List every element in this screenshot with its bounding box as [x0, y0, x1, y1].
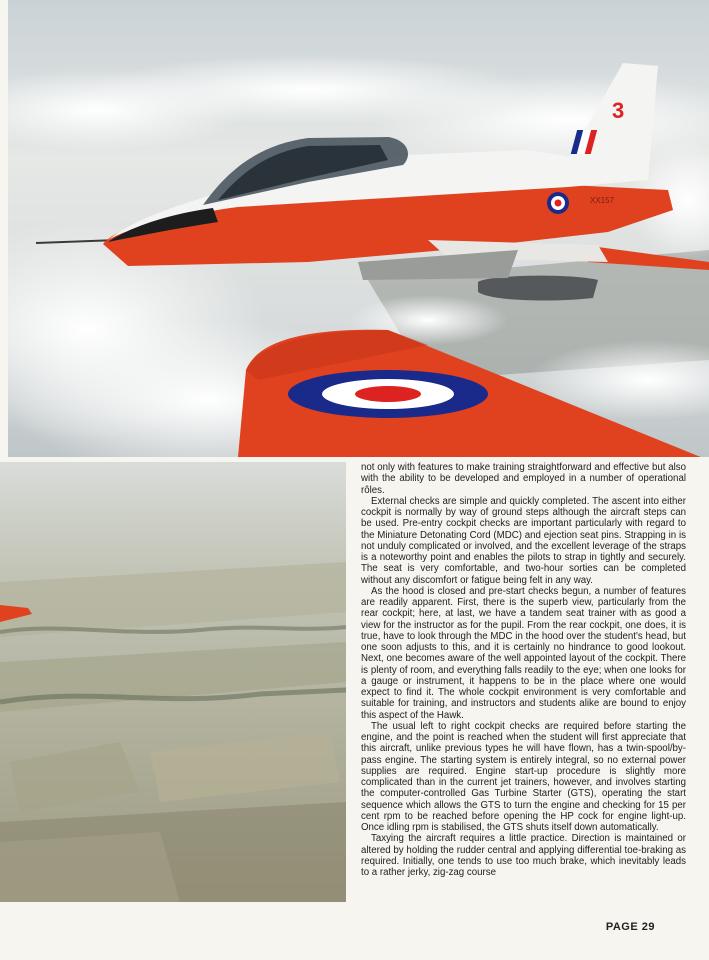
fin-number: 3 [612, 98, 625, 123]
aircraft-serial: XX157 [590, 196, 615, 205]
page-number: PAGE 29 [605, 921, 655, 933]
article-paragraph: As the hood is closed and pre-start checks begun, a number of features are readily apparent. First, there is the superb view, particularly from the rear cockpit; here, at last, we have a tandem seat trainer with as good a view for the instructor as for the pupil. From the rear cockpit, one does, it is true, have to look through the MDC in the hood over the student's head, but one soon adjusts to this, and it is certainly no hindrance to good lookout. Next, one becomes aware of the well appointed layout of the cockpit. There is plenty of room, and everything falls readily to the eye; when one looks for a gauge or instrument, it happens to be in the place where one would expect to find it. The whole cockpit environment is very comfortable and suitable for training, and instructors and students alike are bound to enjoy this aspect of the Hawk. [361, 585, 686, 721]
photo-aerial-landscape [0, 462, 346, 902]
article-paragraph: The usual left to right cockpit checks are required before starting the engine, and the point is reached when the student will first appreciate that this aircraft, unlike previous types he will have flown, has a twin-spool/by-pass engine. The starting system is entirely integral, so no external power supplies are required. Engine start-up procedure is slightly more complicated than in the current jet trainers, however, and involves starting the computer-controlled Gas Turbine Starter (GTS), operating the start sequence which allows the GTS to turn the engine and checking for 15 per cent rpm to be reached before opening the HP cock for engine light-up. Once idling rpm is stabilised, the GTS shuts itself down automatically. [361, 720, 686, 833]
article-paragraph: not only with features to make training straightforward and effective but also with the ability to be developed and employed in a number of operational rôles. [361, 462, 686, 496]
article-paragraph: External checks are simple and quickly completed. The ascent into either cockpit is normally by way of ground steps although the aircraft steps can be used. Pre-entry cockpit checks are important particularly with regard to the Miniature Detonating Cord (MDC) and ejection seat pins. Strapping in is not unduly complicated or involved, and the excellent leverage of the straps is a noteworthy point and enables the pilots to strap in tightly and securely. The seat is very comfortable, and two-hour sorties can be completed without any discomfort or fatigue being felt in any way. [361, 495, 686, 586]
article-text [361, 462, 686, 902]
photo-hawk-in-flight [8, 0, 709, 457]
article-paragraph: Taxying the aircraft requires a little practice. Direction is maintained or altered by holding the rudder central and applying differential toe-braking as required. Initially, one tends to use too much brake, which inevitably leads to a rather jerky, zig-zag course [361, 833, 686, 878]
